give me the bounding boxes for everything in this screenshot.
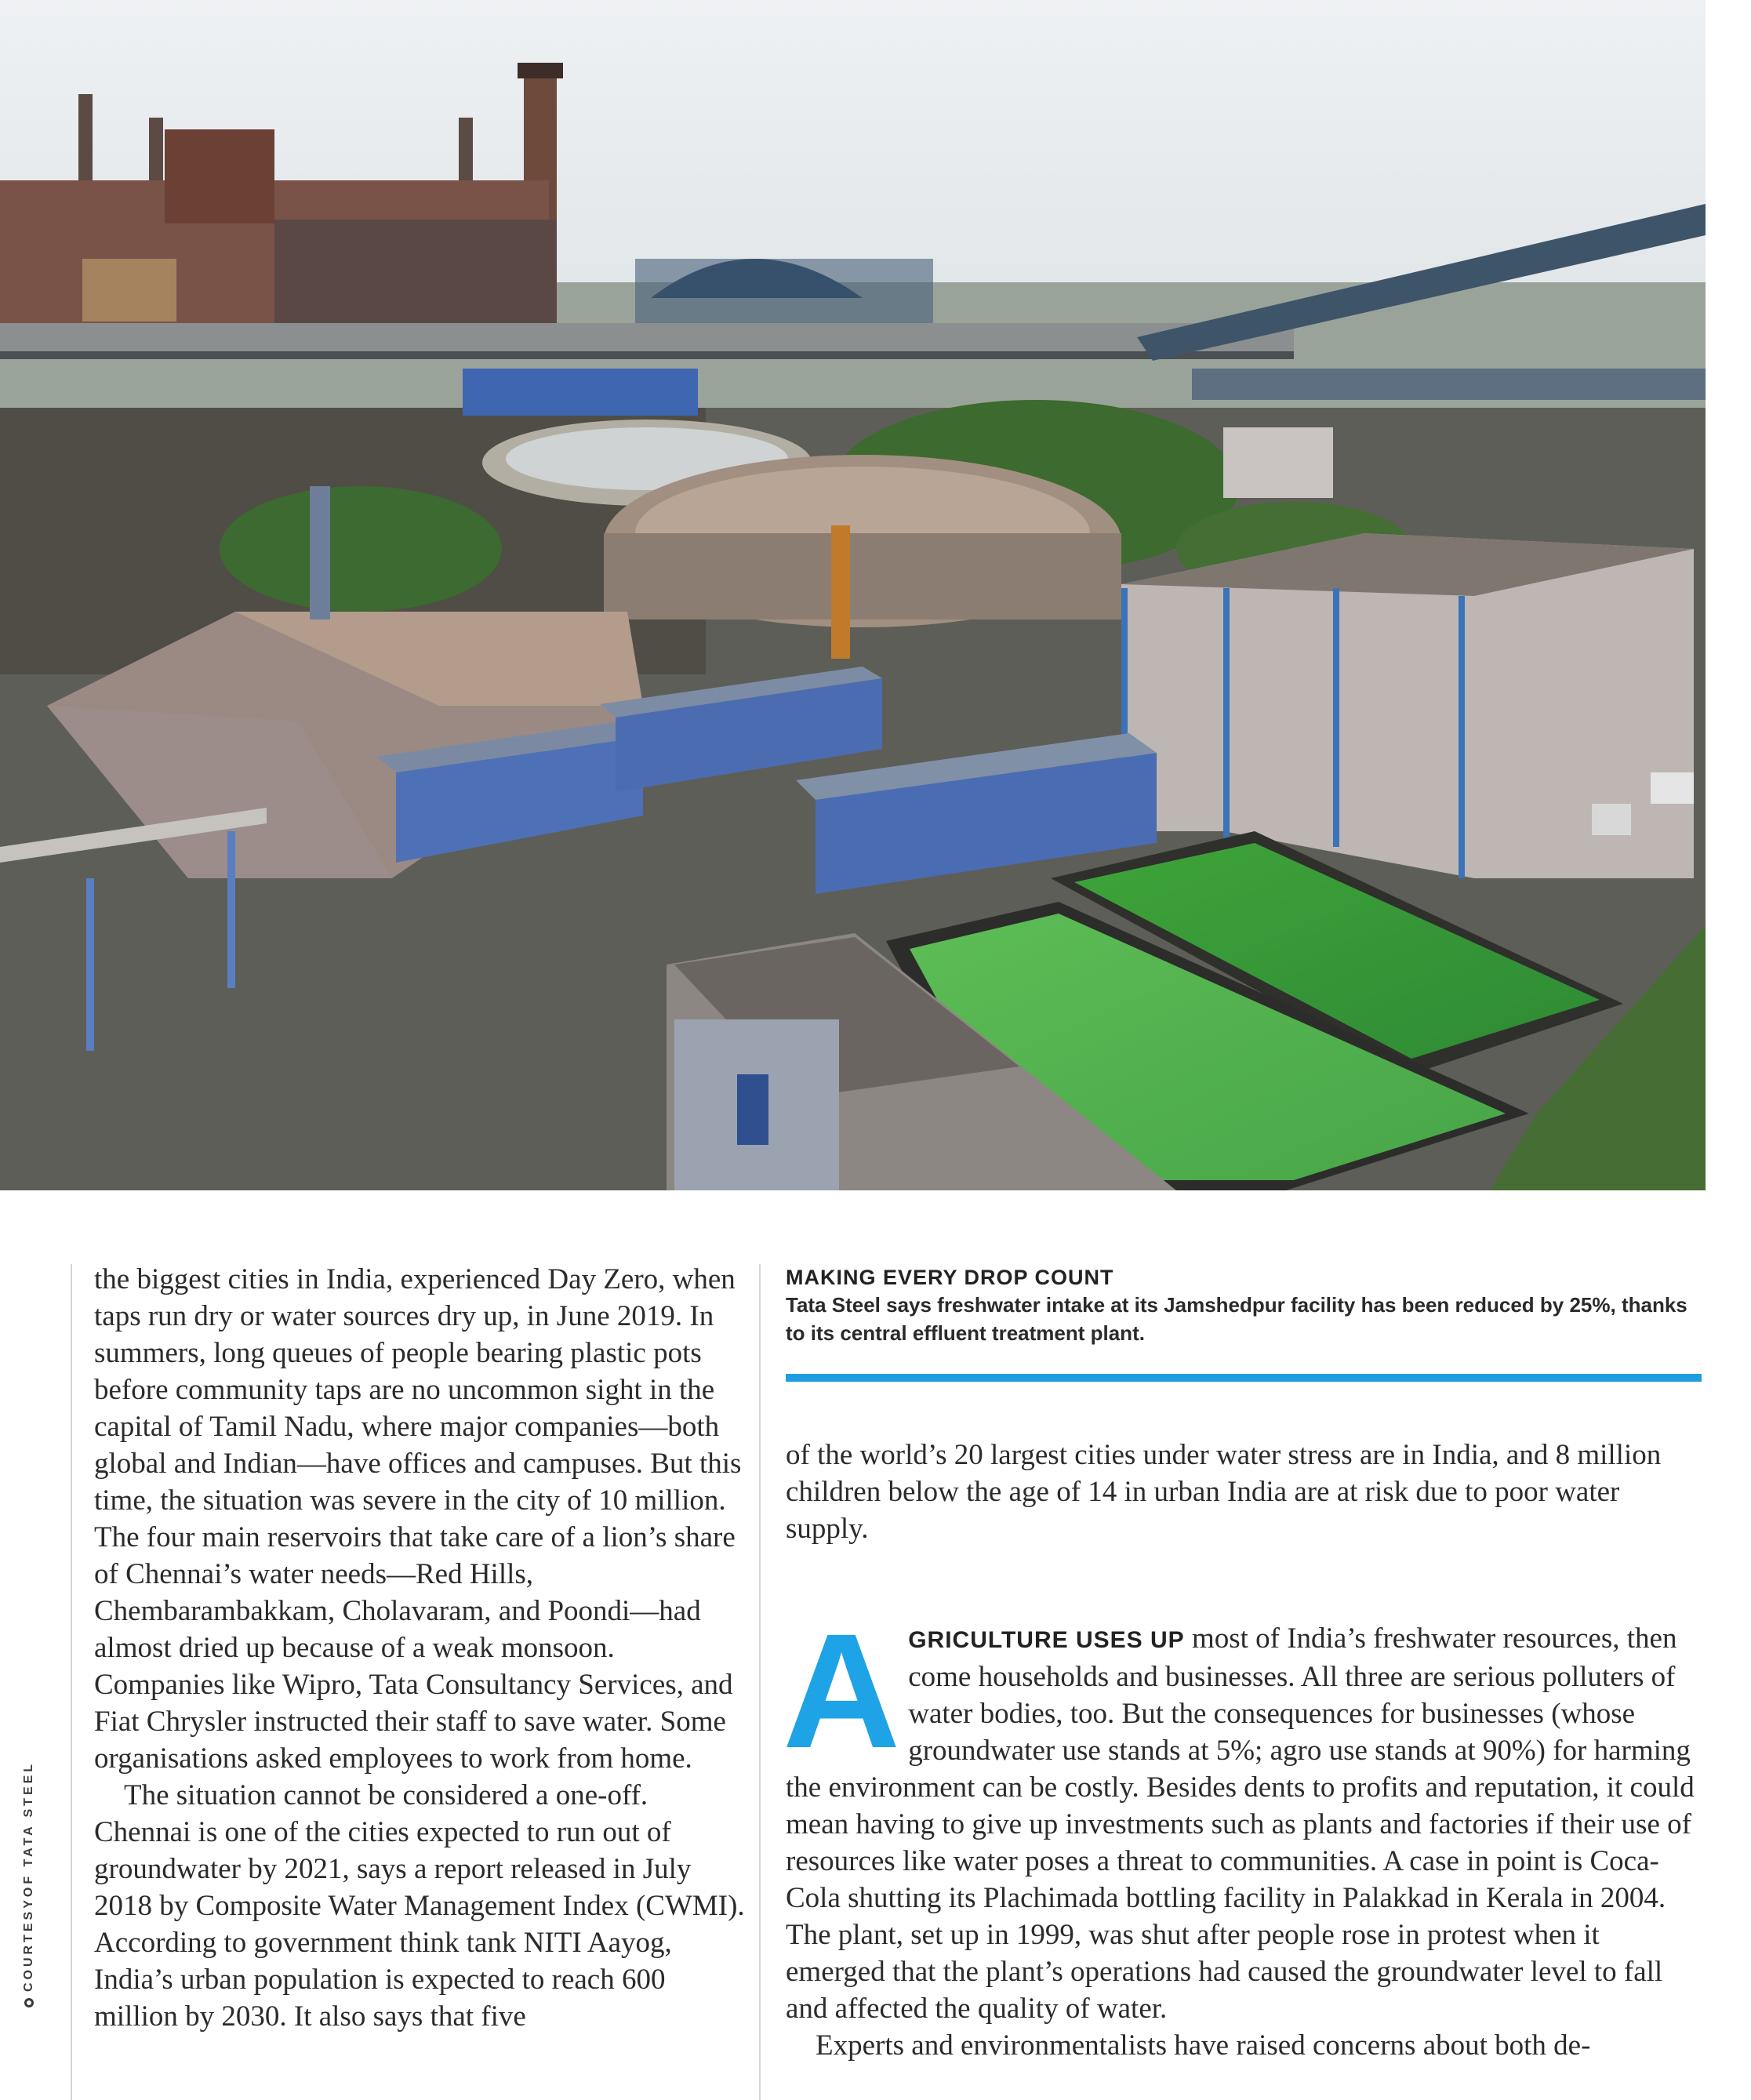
caption-accent-bar [786, 1374, 1702, 1382]
copyright-icon [24, 1998, 34, 2007]
drop-cap: A [783, 1600, 901, 1782]
article-column-left [94, 1261, 745, 2035]
column-rule-left [71, 1264, 72, 2100]
body-paragraph: Experts and environmentalists have raised concerns about both de- [816, 2029, 1591, 2062]
body-paragraph: the biggest cities in India, experienced Day Zero, when taps run dry or water sources dry up, in June 2019. In summers, long queues of people bearing plastic pots before community taps are no uncommon sight in the capital of Tamil Nadu, where major companies—both global and Indian—have offices and campuses. But this time, the situation was severe in the city of 10 million. The four main reservoirs that take care of a lion’s share of Chennai’s water needs—Red Hills, Chembarambakkam, Cholavaram, and Poondi—had almost dried up because of a weak monsoon. Companies like Wipro, Tata Consultancy Services, and Fiat Chrysler instructed their staff to save water. Some organisations asked employees to work from home. [94, 1263, 742, 1775]
caption-text: Tata Steel says freshwater intake at its Jamshedpur facility has been reduced by 25%, thanks to its central effluent treatment plant. [786, 1293, 1687, 1345]
body-paragraph: The situation cannot be considered a one-off. Chennai is one of the cities expected to run out of groundwater by 2021, says a report released in July 2018 by Composite Water Management Index (CWMI). According to government think tank NITI Aayog, India’s urban population is expected to reach 600 million by 2030. It also says that five [94, 1779, 745, 2033]
column-rule-middle [759, 1264, 761, 2100]
lead-in: GRICULTURE USES UP [908, 1627, 1185, 1653]
article-column-right [783, 1600, 1703, 2064]
caption-title: MAKING EVERY DROP COUNT [786, 1266, 1114, 1289]
photo-credit [22, 1761, 36, 2007]
photo-caption [786, 1264, 1703, 1347]
photo-credit-text: COURTESYOF TATA STEEL [22, 1760, 35, 1992]
body-text: most of India’s freshwater resources, then come households and businesses. All three are serious polluters of water bodies, too. But the consequences for businesses (whose groundwater use stands at 5%; agro use stands at 90%) for harming the environment can be costly. Besides dents to profits and reputation, it could mean having to give up investments such as plants and factories if their use of resources like water poses a threat to communities. A case in point is Coca-Cola shutting its Plachimada bottling facility in Palakkad in Kerala in 2004. The plant, set up in 1999, was shut after people rose in protest when it emerged that the plant’s operations had caused the groundwater level to fall and affected the quality of water. [786, 1622, 1695, 2025]
article-column-right-top [786, 1437, 1703, 1547]
body-paragraph: of the world’s 20 largest cities under water stress are in India, and 8 million children below the age of 14 in urban India are at risk due to poor water supply. [786, 1439, 1662, 1545]
section-paragraph [783, 1600, 1703, 2027]
